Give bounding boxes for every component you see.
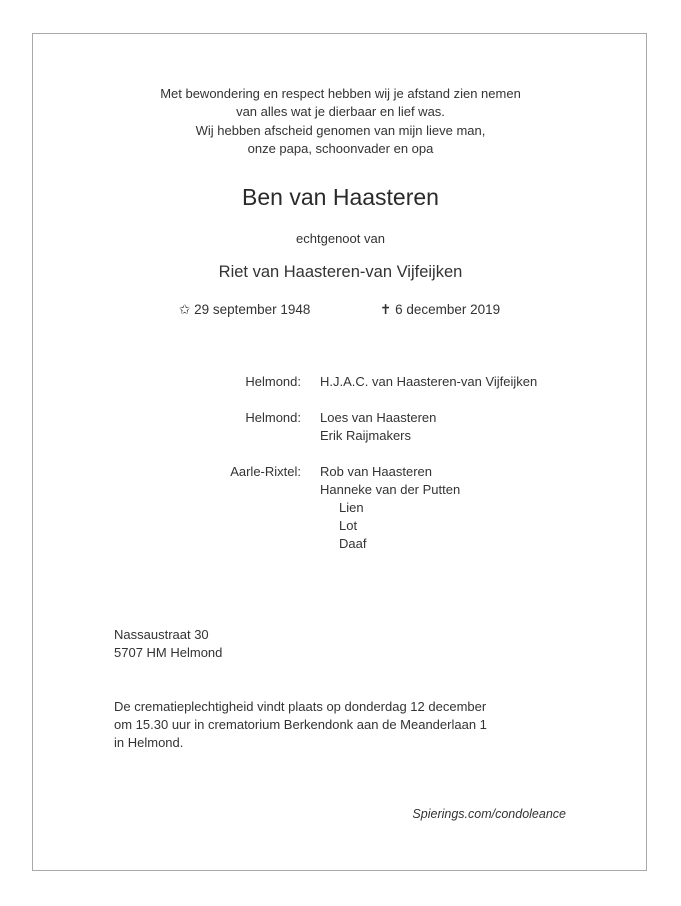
address-street: Nassaustraat 30: [114, 627, 209, 642]
intro-line: Met bewondering en respect hebben wij je afstand zien nemen: [160, 86, 521, 101]
intro-line: Wij hebben afscheid genomen van mijn lieve man,: [195, 122, 486, 138]
ceremony-line: in Helmond.: [114, 735, 184, 750]
family-member: Loes van Haasteren: [320, 410, 437, 425]
intro-line: van alles wat je dierbaar en lief was.: [236, 104, 445, 120]
family-member: Hanneke van der Putten: [320, 482, 461, 497]
family-place: Helmond:: [245, 374, 301, 389]
ceremony-line: om 15.30 uur in crematorium Berkendonk aan de Meanderlaan 1: [114, 717, 487, 732]
intro-poem: [33, 85, 648, 159]
family-place: Aarle-Rixtel:: [230, 464, 301, 479]
birth-date: 29 september 1948: [194, 302, 311, 317]
family-member: Erik Raijmakers: [320, 428, 412, 443]
death-date: 6 december 2019: [395, 302, 501, 317]
grandchild: Lien: [339, 500, 364, 515]
obituary-card: [32, 33, 647, 871]
grandchild: Daaf: [339, 536, 367, 551]
family-place: Helmond:: [245, 410, 301, 425]
birth-date-line: [179, 302, 310, 318]
family-member: Rob van Haasteren: [320, 464, 433, 479]
spouse-name: Riet van Haasteren-van Vijfeijken: [218, 263, 463, 281]
grandchild: Lot: [339, 518, 358, 533]
condolence-website: Spierings.com/condoleance: [412, 807, 566, 821]
family-member: H.J.A.C. van Haasteren-van Vijfeijken: [320, 374, 538, 389]
deceased-name: Ben van Haasteren: [242, 184, 439, 210]
star-icon: ✩: [179, 302, 191, 317]
ceremony-line: De crematieplechtigheid vindt plaats op donderdag 12 december: [114, 699, 487, 714]
address-city: 5707 HM Helmond: [114, 645, 223, 660]
relation-label: echtgenoot van: [296, 231, 385, 246]
intro-line: onze papa, schoonvader en opa: [247, 141, 434, 157]
cross-icon: ✝: [380, 302, 392, 317]
death-date-line: [380, 302, 500, 318]
